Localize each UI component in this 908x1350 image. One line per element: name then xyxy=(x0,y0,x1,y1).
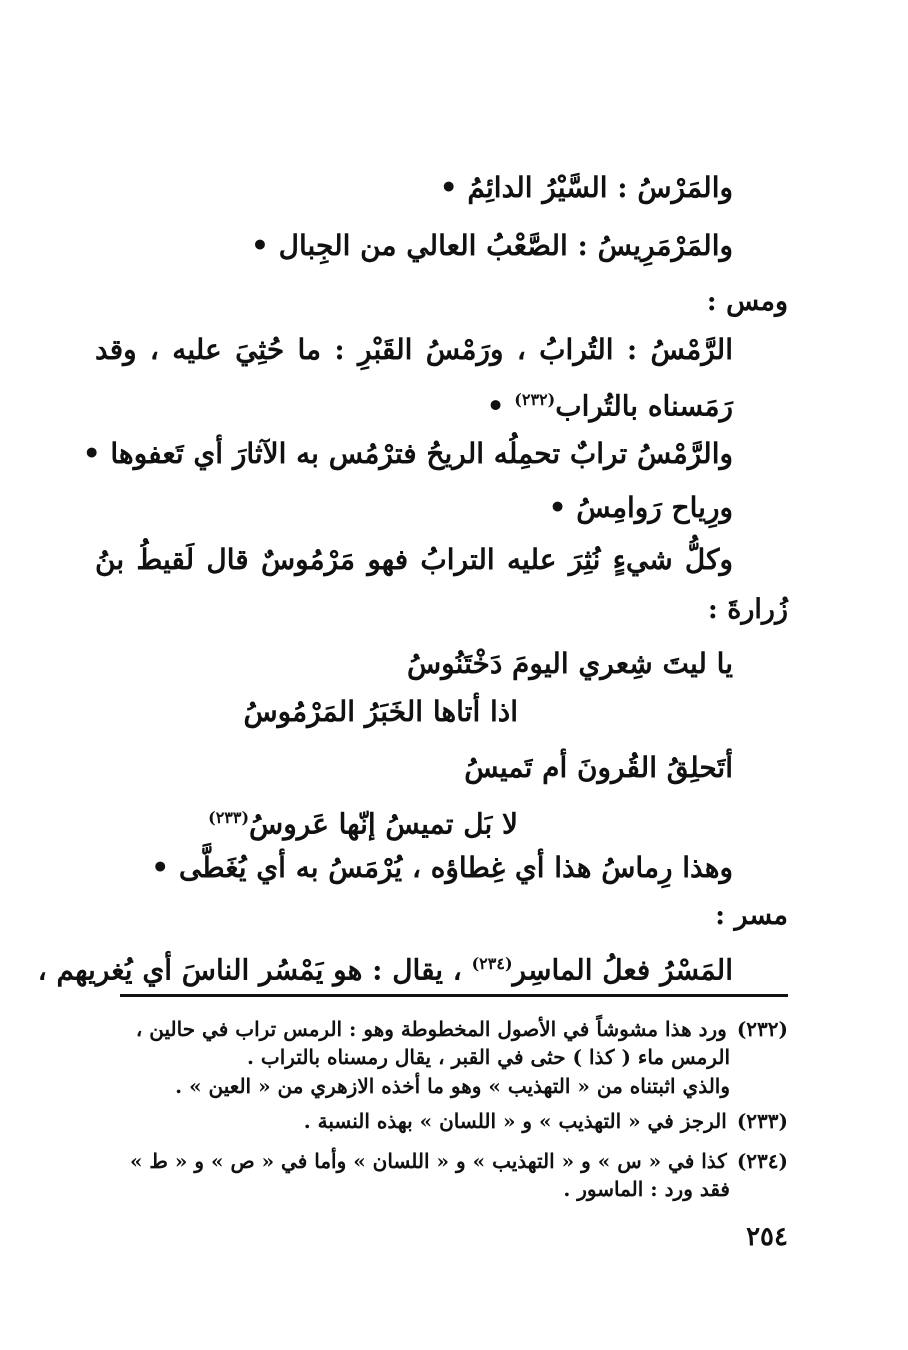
footnote-text: فقد ورد : الماسور . xyxy=(563,1177,730,1201)
entry-heading: ومس : xyxy=(706,286,788,317)
text-line: وكلُّ شيءٍ نُثِرَ عليه الترابُ فهو مَرْمُوسٌ قال لَقيطُ بنُ xyxy=(95,543,733,576)
verse-text: لا بَل تميسُ إنّها عَروسُ xyxy=(249,807,518,841)
footnote-ref: (٢٣٢) xyxy=(514,390,556,409)
text-line xyxy=(487,380,733,426)
footnote-text: ورد هذا مشوشاً في الأصول المخطوطة وهو : الرمس تراب في حالين ، xyxy=(135,1017,727,1041)
footnote-233 xyxy=(118,1106,788,1136)
text-line: والمَرْمَرِيسُ : الصَّعْبُ العالي من الجِبال • xyxy=(251,229,733,262)
text-fragment: ، يقال : هو يَمْسُر الناسَ أي يُغريهم ، xyxy=(37,953,462,987)
text-line: ورِياح رَوامِسُ • xyxy=(548,491,733,524)
verse-line: يا ليتَ شِعري اليومَ دَخْتَنُوسُ xyxy=(406,647,733,680)
footnote-text: الرمس ماء ( كذا ) حثى في القبر ، يقال رمسناه بالتراب . xyxy=(246,1045,730,1069)
text-fragment: رَمَسناه بالتُراب xyxy=(555,389,733,423)
footnote-232 xyxy=(118,1014,788,1044)
text-line: زُرارةَ : xyxy=(707,594,788,625)
footnote-text: والذي اثبتناه من « التهذيب » وهو ما أخذه الازهري من « العين » . xyxy=(175,1074,730,1098)
footnote-234 xyxy=(118,1146,788,1176)
entry-heading: مسر : xyxy=(715,900,788,931)
text-fragment: المَسْرُ فعلُ الماسِر xyxy=(512,953,733,987)
footnote-number: (٢٣٣) xyxy=(736,1109,788,1133)
verse-line xyxy=(208,798,518,844)
end-dot: • xyxy=(486,389,505,423)
footnote-text: الرجز في « التهذيب » و « اللسان » بهذه النسبة . xyxy=(303,1109,727,1133)
footnote-ref: (٢٣٣) xyxy=(208,808,250,827)
text-line xyxy=(38,944,733,990)
text-line: والمَرْسُ : السَّيْرُ الدائِمُ • xyxy=(439,171,733,204)
verse-line: اذا أتاها الخَبَرُ المَرْمُوسُ xyxy=(243,695,518,728)
page-number: ٢٥٤ xyxy=(746,1222,788,1252)
text-line: وهذا رِماسُ هذا أي غِطاؤه ، يُرْمَسُ به أي يُغَطَّى • xyxy=(151,851,733,884)
footnote-ref: (٢٣٤) xyxy=(471,954,513,973)
text-line: والرَّمْسُ ترابٌ تحمِلُه الريحُ فترْمُس به الآثارَ أي تَعفوها • xyxy=(82,437,733,470)
footnote-text: كذا في « س » و « التهذيب » و « اللسان » وأما في « ص » و « ط » xyxy=(129,1149,727,1173)
footnote-number: (٢٣٢) xyxy=(736,1017,788,1041)
text-line: الرَّمْسُ : التُرابُ ، ورَمْسُ القَبْرِ : ما حُثِيَ عليه ، وقد xyxy=(95,333,733,366)
verse-line: أتَحلِقُ القُرونَ أم تَميسُ xyxy=(464,751,733,784)
footnote-number: (٢٣٤) xyxy=(736,1149,788,1173)
footnote-divider xyxy=(120,994,788,997)
